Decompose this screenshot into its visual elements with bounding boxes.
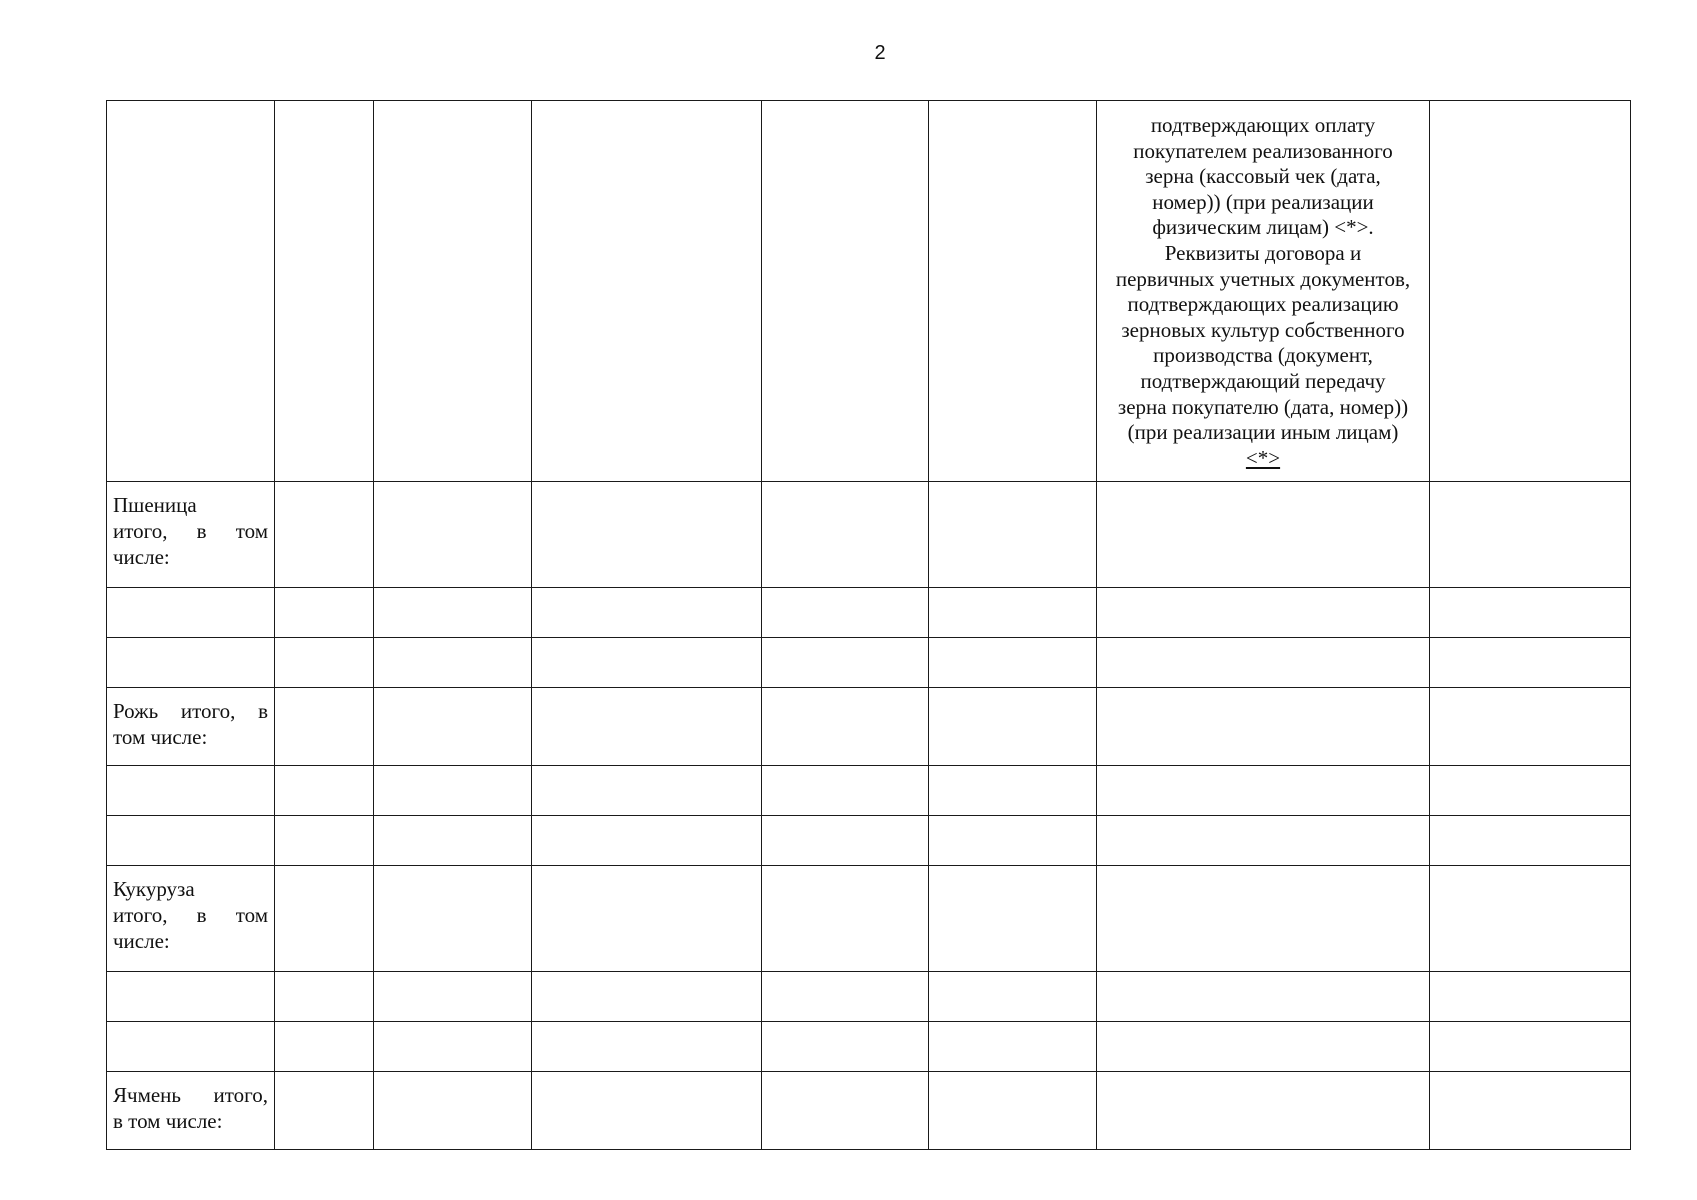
- table-cell[interactable]: [1097, 866, 1430, 972]
- header-line: зерна (кассовый чек (дата,: [1145, 164, 1381, 189]
- table-row-corn-total: [107, 866, 1631, 972]
- table-cell[interactable]: [762, 1072, 929, 1150]
- table-cell[interactable]: [374, 588, 532, 638]
- header-cell: [275, 101, 374, 482]
- label-line: том числе:: [113, 725, 208, 749]
- table-cell[interactable]: [374, 866, 532, 972]
- header-line: производства (документ,: [1153, 343, 1373, 368]
- table-cell[interactable]: [1097, 816, 1430, 866]
- table-row-rye-total: [107, 688, 1631, 766]
- grain-sales-form-table: [106, 100, 1631, 1150]
- table-row: [107, 972, 1631, 1022]
- table-row: [107, 1022, 1631, 1072]
- table-cell[interactable]: [374, 688, 532, 766]
- table-cell[interactable]: [275, 972, 374, 1022]
- table-cell[interactable]: [374, 482, 532, 588]
- row-label-corn: [107, 866, 275, 972]
- table-cell[interactable]: [275, 1072, 374, 1150]
- table-cell[interactable]: [275, 866, 374, 972]
- table-cell[interactable]: [275, 766, 374, 816]
- table-cell[interactable]: [762, 588, 929, 638]
- label-line: Пшеница: [113, 493, 197, 517]
- table-cell[interactable]: [1430, 482, 1631, 588]
- label-line: числе:: [113, 929, 170, 953]
- table-cell[interactable]: [1097, 638, 1430, 688]
- table-cell[interactable]: [107, 972, 275, 1022]
- table-cell[interactable]: [929, 816, 1097, 866]
- table-cell[interactable]: [532, 766, 762, 816]
- table-cell[interactable]: [1097, 1022, 1430, 1072]
- table-cell[interactable]: [107, 588, 275, 638]
- table-cell[interactable]: [275, 638, 374, 688]
- row-label-wheat: [107, 482, 275, 588]
- table-cell[interactable]: [762, 1022, 929, 1072]
- table-cell[interactable]: [1430, 588, 1631, 638]
- page-number: 2: [874, 42, 886, 64]
- table-cell[interactable]: [929, 482, 1097, 588]
- table-cell[interactable]: [929, 1072, 1097, 1150]
- table-cell[interactable]: [275, 588, 374, 638]
- table-cell[interactable]: [275, 688, 374, 766]
- table-cell[interactable]: [1430, 1072, 1631, 1150]
- footnote-reference: <*>: [1245, 445, 1281, 470]
- header-line: зерна покупателю (дата, номер)): [1117, 394, 1409, 419]
- table-cell[interactable]: [762, 638, 929, 688]
- table-cell[interactable]: [762, 688, 929, 766]
- table-cell[interactable]: [1430, 972, 1631, 1022]
- table-cell[interactable]: [762, 766, 929, 816]
- table-row: [107, 766, 1631, 816]
- table-cell[interactable]: [762, 972, 929, 1022]
- table-row-barley-total: [107, 1072, 1631, 1150]
- table-cell[interactable]: [929, 866, 1097, 972]
- label-line: Ячмень итого,: [113, 1083, 268, 1107]
- label-line: итого, в том: [113, 519, 268, 543]
- table-cell[interactable]: [107, 766, 275, 816]
- table-cell[interactable]: [107, 1022, 275, 1072]
- header-cell: [107, 101, 275, 482]
- table-cell[interactable]: [1097, 688, 1430, 766]
- header-cell: [762, 101, 929, 482]
- table-cell[interactable]: [1430, 688, 1631, 766]
- table-cell[interactable]: [1430, 766, 1631, 816]
- table-cell[interactable]: [275, 816, 374, 866]
- table-header-continuation-row: [107, 101, 1631, 482]
- table-cell[interactable]: [532, 866, 762, 972]
- table-cell[interactable]: [1430, 866, 1631, 972]
- header-line: подтверждающих реализацию: [1127, 292, 1399, 317]
- header-line: Реквизиты договора и: [1164, 240, 1362, 265]
- label-line: Рожь итого, в: [113, 699, 268, 723]
- header-line: первичных учетных документов,: [1115, 266, 1411, 291]
- header-line: подтверждающий передачу: [1140, 368, 1386, 393]
- table-cell[interactable]: [762, 482, 929, 588]
- table-cell[interactable]: [1097, 972, 1430, 1022]
- table-cell[interactable]: [929, 972, 1097, 1022]
- header-line: физическим лицам) <*>.: [1152, 215, 1374, 240]
- table-cell[interactable]: [532, 1022, 762, 1072]
- label-line: итого, в том: [113, 903, 268, 927]
- table-cell[interactable]: [1430, 816, 1631, 866]
- table-cell[interactable]: [929, 588, 1097, 638]
- header-line: зерновых культур собственного: [1121, 317, 1405, 342]
- row-label-barley: [107, 1072, 275, 1150]
- label-line: в том числе:: [113, 1109, 223, 1133]
- header-line: покупателем реализованного: [1133, 138, 1393, 163]
- table-cell[interactable]: [275, 1022, 374, 1072]
- table-cell[interactable]: [1430, 638, 1631, 688]
- table-row: [107, 588, 1631, 638]
- table-cell[interactable]: [1097, 588, 1430, 638]
- table-cell[interactable]: [1097, 482, 1430, 588]
- table-cell[interactable]: [929, 638, 1097, 688]
- table-cell[interactable]: [1097, 1072, 1430, 1150]
- table-cell[interactable]: [929, 688, 1097, 766]
- header-cell: [929, 101, 1097, 482]
- table-cell[interactable]: [532, 816, 762, 866]
- table-cell[interactable]: [532, 972, 762, 1022]
- label-line: числе:: [113, 545, 170, 569]
- table-cell[interactable]: [532, 638, 762, 688]
- row-label-rye: [107, 688, 275, 766]
- table-cell[interactable]: [532, 482, 762, 588]
- header-cell: [532, 101, 762, 482]
- header-cell: [374, 101, 532, 482]
- table-cell[interactable]: [1430, 1022, 1631, 1072]
- table-cell[interactable]: [929, 766, 1097, 816]
- table-cell[interactable]: [532, 1072, 762, 1150]
- table-cell[interactable]: [374, 638, 532, 688]
- header-line: подтверждающих оплату: [1150, 113, 1376, 137]
- table-cell[interactable]: [374, 1022, 532, 1072]
- table-cell[interactable]: [762, 866, 929, 972]
- table-cell[interactable]: [374, 766, 532, 816]
- table-cell[interactable]: [275, 482, 374, 588]
- header-cell: [1430, 101, 1631, 482]
- header-line: номер)) (при реализации: [1152, 189, 1374, 214]
- table-cell[interactable]: [107, 816, 275, 866]
- table-cell[interactable]: [374, 972, 532, 1022]
- table-cell[interactable]: [929, 1022, 1097, 1072]
- table-cell[interactable]: [107, 638, 275, 688]
- table-cell[interactable]: [374, 1072, 532, 1150]
- table-row: [107, 816, 1631, 866]
- table-row-wheat-total: [107, 482, 1631, 588]
- label-line: Кукуруза: [113, 877, 195, 901]
- table-cell[interactable]: [1097, 766, 1430, 816]
- payment-documents-header-text: [1097, 101, 1429, 471]
- table-cell[interactable]: [532, 588, 762, 638]
- header-line: (при реализации иным лицам): [1127, 420, 1399, 445]
- header-cell-payment-documents: [1097, 101, 1430, 482]
- table-cell[interactable]: [532, 688, 762, 766]
- table-cell[interactable]: [762, 816, 929, 866]
- table-cell[interactable]: [374, 816, 532, 866]
- table-row: [107, 638, 1631, 688]
